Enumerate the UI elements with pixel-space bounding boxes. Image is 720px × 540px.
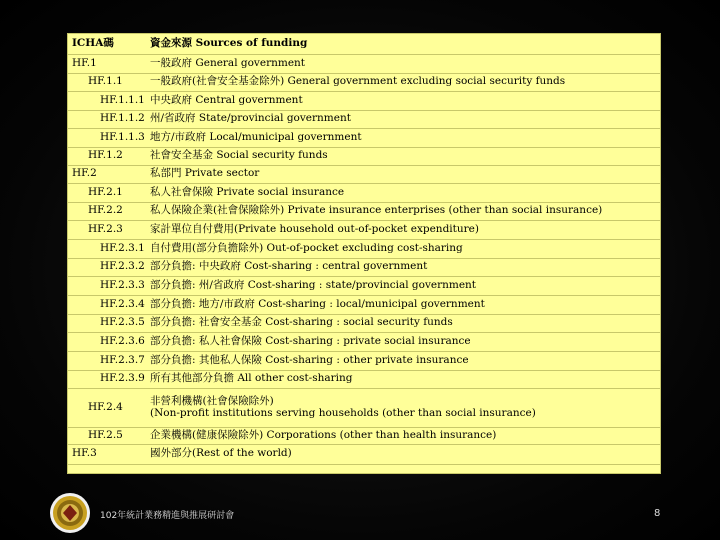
table-row	[68, 295, 660, 314]
row-description: 部分負擔: 私人社會保險 Cost-sharing : private social insurance	[150, 334, 471, 347]
row-code: HF.3	[72, 447, 97, 460]
row-desc-wrap	[150, 314, 658, 332]
table-row	[68, 332, 660, 351]
table-row	[68, 258, 660, 276]
table-row	[68, 276, 660, 295]
table-row	[68, 110, 660, 128]
row-description: 部分負擔: 地方/市政府 Cost-sharing : local/municipal government	[150, 297, 485, 310]
row-description: 部分負擔: 其他私人保險 Cost-sharing : other private insurance	[150, 353, 469, 366]
row-desc-wrap	[150, 128, 658, 147]
row-description: 企業機構(健康保險除外) Corporations (other than health insurance)	[150, 428, 497, 441]
row-description: 一般政府(社會安全基金除外) General government excluding social security funds	[150, 75, 566, 88]
table-row	[68, 370, 660, 388]
table-row	[68, 165, 660, 183]
header-code: ICHA碼	[72, 37, 114, 50]
row-description-line2: (Non-profit institutions serving households (other than social insurance)	[150, 406, 536, 419]
divider	[68, 464, 660, 465]
row-desc-wrap	[150, 370, 658, 388]
row-description: 私人保險企業(社會保險除外) Private insurance enterprises (other than social insurance)	[150, 204, 603, 217]
row-desc-wrap	[150, 276, 658, 295]
row-description: 自付費用(部分負擔除外) Out-of-pocket excluding cost-sharing	[150, 241, 463, 254]
row-description: 社會安全基金 Social security funds	[150, 149, 328, 162]
row-description: 私人社會保險 Private social insurance	[150, 185, 345, 198]
row-desc-wrap	[150, 332, 658, 351]
row-code: HF.1.1.1	[100, 93, 145, 106]
row-desc-wrap	[150, 202, 658, 220]
row-code: HF.1	[72, 57, 97, 70]
row-description: 部分負擔: 社會安全基金 Cost-sharing : social security funds	[150, 316, 453, 329]
row-desc-wrap	[150, 220, 658, 239]
footer-conference-name: 102年統計業務精進與推展研討會	[100, 511, 235, 521]
row-desc-wrap	[150, 91, 658, 110]
row-desc-wrap	[150, 295, 658, 314]
row-description: 所有其他部分負擔 All other cost-sharing	[150, 372, 353, 385]
row-desc-wrap	[150, 165, 658, 183]
funding-sources-table	[67, 33, 661, 474]
row-description: 家計單位自付費用(Private household out-of-pocket expenditure)	[150, 222, 479, 235]
table-row	[68, 202, 660, 220]
row-code: HF.2.1	[88, 185, 123, 198]
header-desc: 資金來源 Sources of funding	[150, 37, 308, 50]
row-code: HF.2.3.5	[100, 316, 145, 329]
row-code: HF.1.2	[88, 149, 123, 162]
row-code: HF.2.3.7	[100, 353, 145, 366]
row-description: 中央政府 Central government	[150, 93, 303, 106]
table-row	[68, 444, 660, 464]
row-description: 州/省政府 State/provincial government	[150, 112, 351, 125]
row-desc-wrap	[150, 427, 658, 444]
row-code: HF.1.1.3	[100, 130, 145, 143]
row-desc-wrap	[150, 444, 658, 464]
emblem-logo	[49, 492, 91, 534]
row-desc-wrap	[150, 73, 658, 91]
row-code: HF.2.5	[88, 428, 123, 441]
table-row	[68, 147, 660, 165]
row-description: 一般政府 General government	[150, 57, 306, 70]
page-number: 8	[654, 508, 661, 519]
row-desc-wrap	[150, 55, 658, 73]
row-desc-wrap	[150, 239, 658, 258]
row-description: 部分負擔: 州/省政府 Cost-sharing : state/provincial government	[150, 278, 477, 291]
row-code: HF.2.3.4	[100, 297, 145, 310]
row-code: HF.2.3.6	[100, 334, 145, 347]
table-row	[68, 128, 660, 147]
row-code: HF.2.3.9	[100, 372, 145, 385]
table-row	[68, 239, 660, 258]
row-code: HF.2.3	[88, 222, 123, 235]
row-code: HF.2.3.2	[100, 260, 145, 273]
row-desc-wrap	[150, 351, 658, 370]
table-row	[68, 220, 660, 239]
row-code: HF.1.1.2	[100, 112, 145, 125]
row-code: HF.1.1	[88, 75, 123, 88]
table-row	[68, 427, 660, 444]
table-row	[68, 388, 660, 427]
table-row	[68, 183, 660, 202]
row-code: HF.2.2	[88, 204, 123, 217]
table-header-row	[68, 34, 660, 54]
row-code: HF.2.3.3	[100, 278, 145, 291]
table-row	[68, 91, 660, 110]
row-description: 部分負擔: 中央政府 Cost-sharing : central government	[150, 260, 428, 273]
row-desc-wrap	[150, 388, 658, 427]
row-description: 國外部分(Rest of the world)	[150, 447, 292, 460]
table-row	[68, 73, 660, 91]
row-desc-wrap	[150, 147, 658, 165]
row-code: HF.2.3.1	[100, 241, 145, 254]
row-code: HF.2	[72, 167, 97, 180]
row-description: 非營利機構(社會保險除外)	[150, 394, 274, 407]
table-row	[68, 55, 660, 73]
row-description: 私部門 Private sector	[150, 167, 260, 180]
row-desc-wrap	[150, 258, 658, 276]
row-desc-wrap	[150, 110, 658, 128]
table-row	[68, 314, 660, 332]
row-code: HF.2.4	[88, 400, 123, 413]
row-desc-wrap	[150, 183, 658, 202]
row-description: 地方/市政府 Local/municipal government	[150, 130, 362, 143]
table-row	[68, 351, 660, 370]
